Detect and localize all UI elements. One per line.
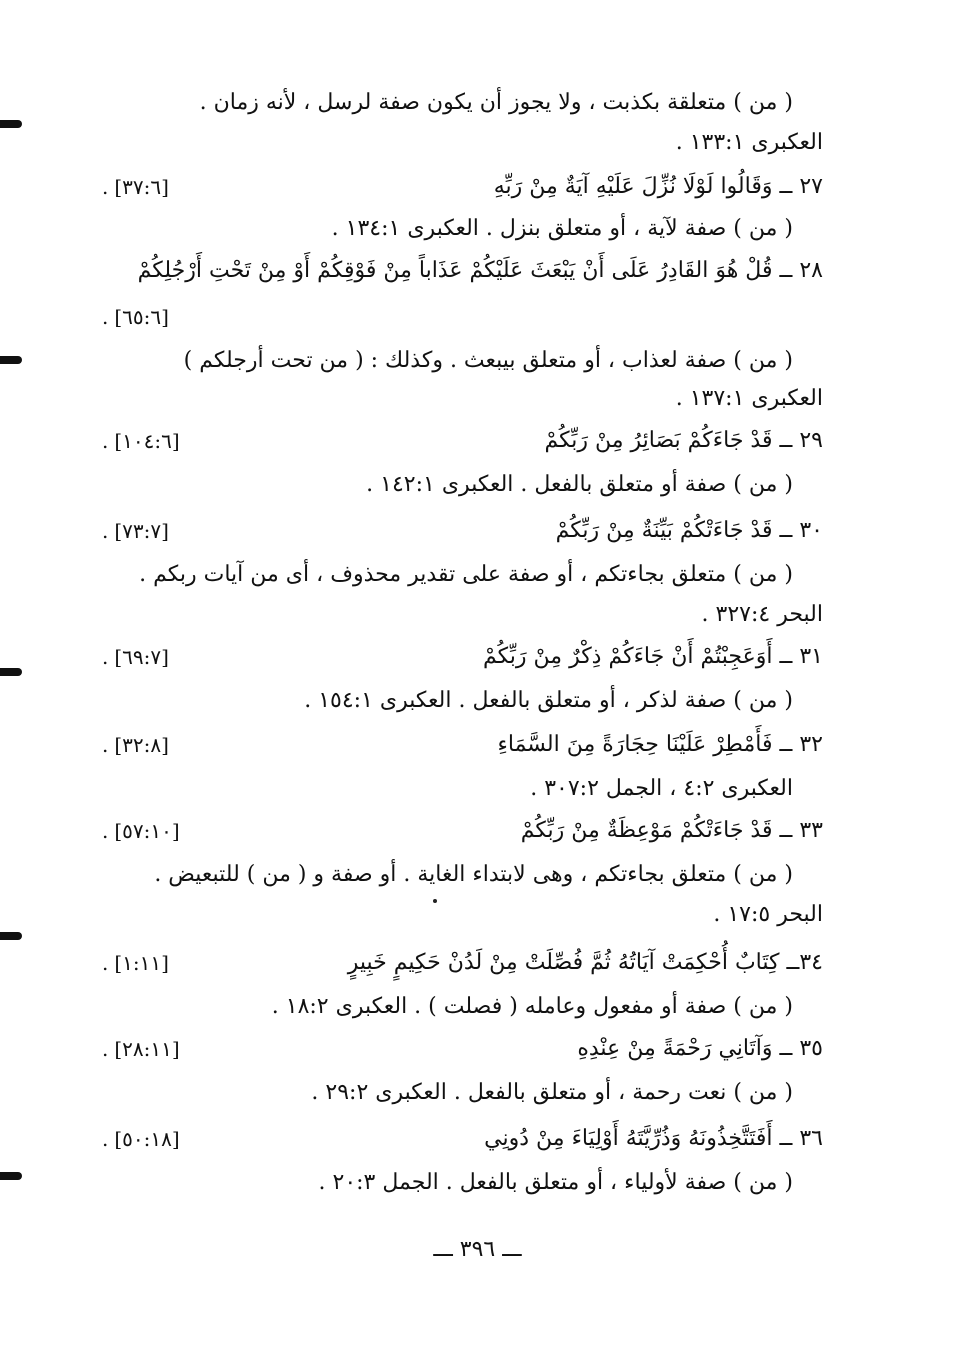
text-line: البحر ٣٢٧:٤ . <box>701 602 823 627</box>
text-line: ( من ) متعلق بجاءتكم ، أو صفة على تقدير محذوف ، أى من آيات ربكم . <box>139 562 793 587</box>
verse-reference: . [٦٥:٦] <box>102 305 169 329</box>
verse-line: ٣٢ ــ فَأَمْطِرْ عَلَيْنَا حِجَارَةً مِنَ السَّمَاءِ <box>497 732 823 757</box>
verse-line: ٢٨ ــ قُلْ هُوَ القَادِرُ عَلَى أَنْ يَبْعَثَ عَلَيْكُمْ عَذَاباً مِنْ فَوْقِكُمْ أَوْ مِنْ تَحْتِ أَرْجُلِكُمْ <box>137 258 823 283</box>
text-line: العكبرى ٤:٢ ، الجمل ٣٠٧:٢ . <box>530 776 793 801</box>
verse-line: ٣١ ــ أَوَعَجِبْتُمْ أَنْ جَاءَكُمْ ذِكْرٌ مِنْ رَبِّكُمْ <box>483 644 823 669</box>
text-line: ( من ) نعت رحمة ، أو متعلق بالفعل . العكبرى ٢٩:٢ . <box>311 1080 793 1105</box>
text-line: ( من ) متعلقة بكذبت ، ولا يجوز أن يكون صفة لرسل ، لأنه زمان . <box>199 90 793 115</box>
verse-line: ٣٣ ــ قَدْ جَاءَتْكُمْ مَوْعِظَةٌ مِنْ رَبِّكُمْ <box>520 818 823 843</box>
text-line: ( من ) صفة لعذاب ، أو متعلق بيبعث . وكذلك : ( من تحت أرجلكم ) <box>183 348 793 373</box>
page-number: ـــ ٣٩٦ ـــ <box>433 1237 522 1262</box>
verse-reference: . [٥٧:١٠] <box>102 819 180 843</box>
text-line: ( من ) صفة لذكر ، أو متعلق بالفعل . العكبرى ١٥٤:١ . <box>304 688 793 713</box>
margin-mark <box>0 668 22 676</box>
text-line: ( من ) متعلق بجاءتكم ، وهى لابتداء الغاية . أو صفة و ( من ) للتبعيض . <box>154 862 793 887</box>
verse-reference: . [٣٧:٦] <box>102 175 169 199</box>
verse-reference: . [١:١١] <box>102 951 169 975</box>
verse-line: ٢٩ ــ قَدْ جَاءَكُمْ بَصَائِرُ مِنْ رَبِّكُمْ <box>544 428 823 453</box>
text-line: ( من ) صفة لأولياء ، أو متعلق بالفعل . الجمل ٢٠:٣ . <box>318 1170 793 1195</box>
verse-reference: . [١٠٤:٦] <box>102 429 180 453</box>
verse-reference: . [٢٨:١١] <box>102 1037 180 1061</box>
text-line: العكبرى ١٣٣:١ . <box>675 130 823 155</box>
verse-reference: . [٧٣:٧] <box>102 519 169 543</box>
verse-reference: . [٣٢:٨] <box>102 733 169 757</box>
verse-line: ٣٠ ــ قَدْ جَاءَتْكُمْ بَيِّنَةٌ مِنْ رَبِّكُمْ <box>555 518 823 543</box>
text-line: ( من ) صفة أو مفعول وعامله ( فصلت ) . العكبرى ١٨:٢ . <box>271 994 793 1019</box>
margin-mark <box>0 356 22 364</box>
margin-mark <box>0 932 22 940</box>
margin-mark <box>0 1172 22 1180</box>
verse-line: ٣٤ــ كِتَابٌ أُحْكِمَتْ آيَاتُهُ ثُمَّ فُصِّلَتْ مِنْ لَدُنْ حَكِيمٍ خَبِيرٍ <box>347 950 823 975</box>
text-line: العكبرى ١٣٧:١ . <box>675 386 823 411</box>
verse-line: ٢٧ ــ وَقَالُوا لَوْلَا نُزِّلَ عَلَيْهِ آيَةٌ مِنْ رَبِّهِ <box>493 174 823 199</box>
ink-speck <box>433 899 437 903</box>
text-line: ( من ) صفة لآية ، أو متعلق بنزل . العكبرى ١٣٤:١ . <box>331 216 793 241</box>
text-line: ( من ) صفة أو متعلق بالفعل . العكبرى ١٤٢:١ . <box>366 472 793 497</box>
text-line: البحر ١٧:٥ . <box>713 902 823 927</box>
verse-reference: . [٦٩:٧] <box>102 645 169 669</box>
verse-line: ٣٥ ــ وَآتَانِي رَحْمَةً مِنْ عِنْدِهِ <box>577 1036 823 1061</box>
verse-reference: . [٥٠:١٨] <box>102 1127 180 1151</box>
margin-mark <box>0 120 22 128</box>
verse-line: ٣٦ ــ أَفَتَتَّخِذُونَهُ وَذُرِّيَّتَهُ أَوْلِيَاءَ مِنْ دُونِي <box>484 1126 823 1151</box>
